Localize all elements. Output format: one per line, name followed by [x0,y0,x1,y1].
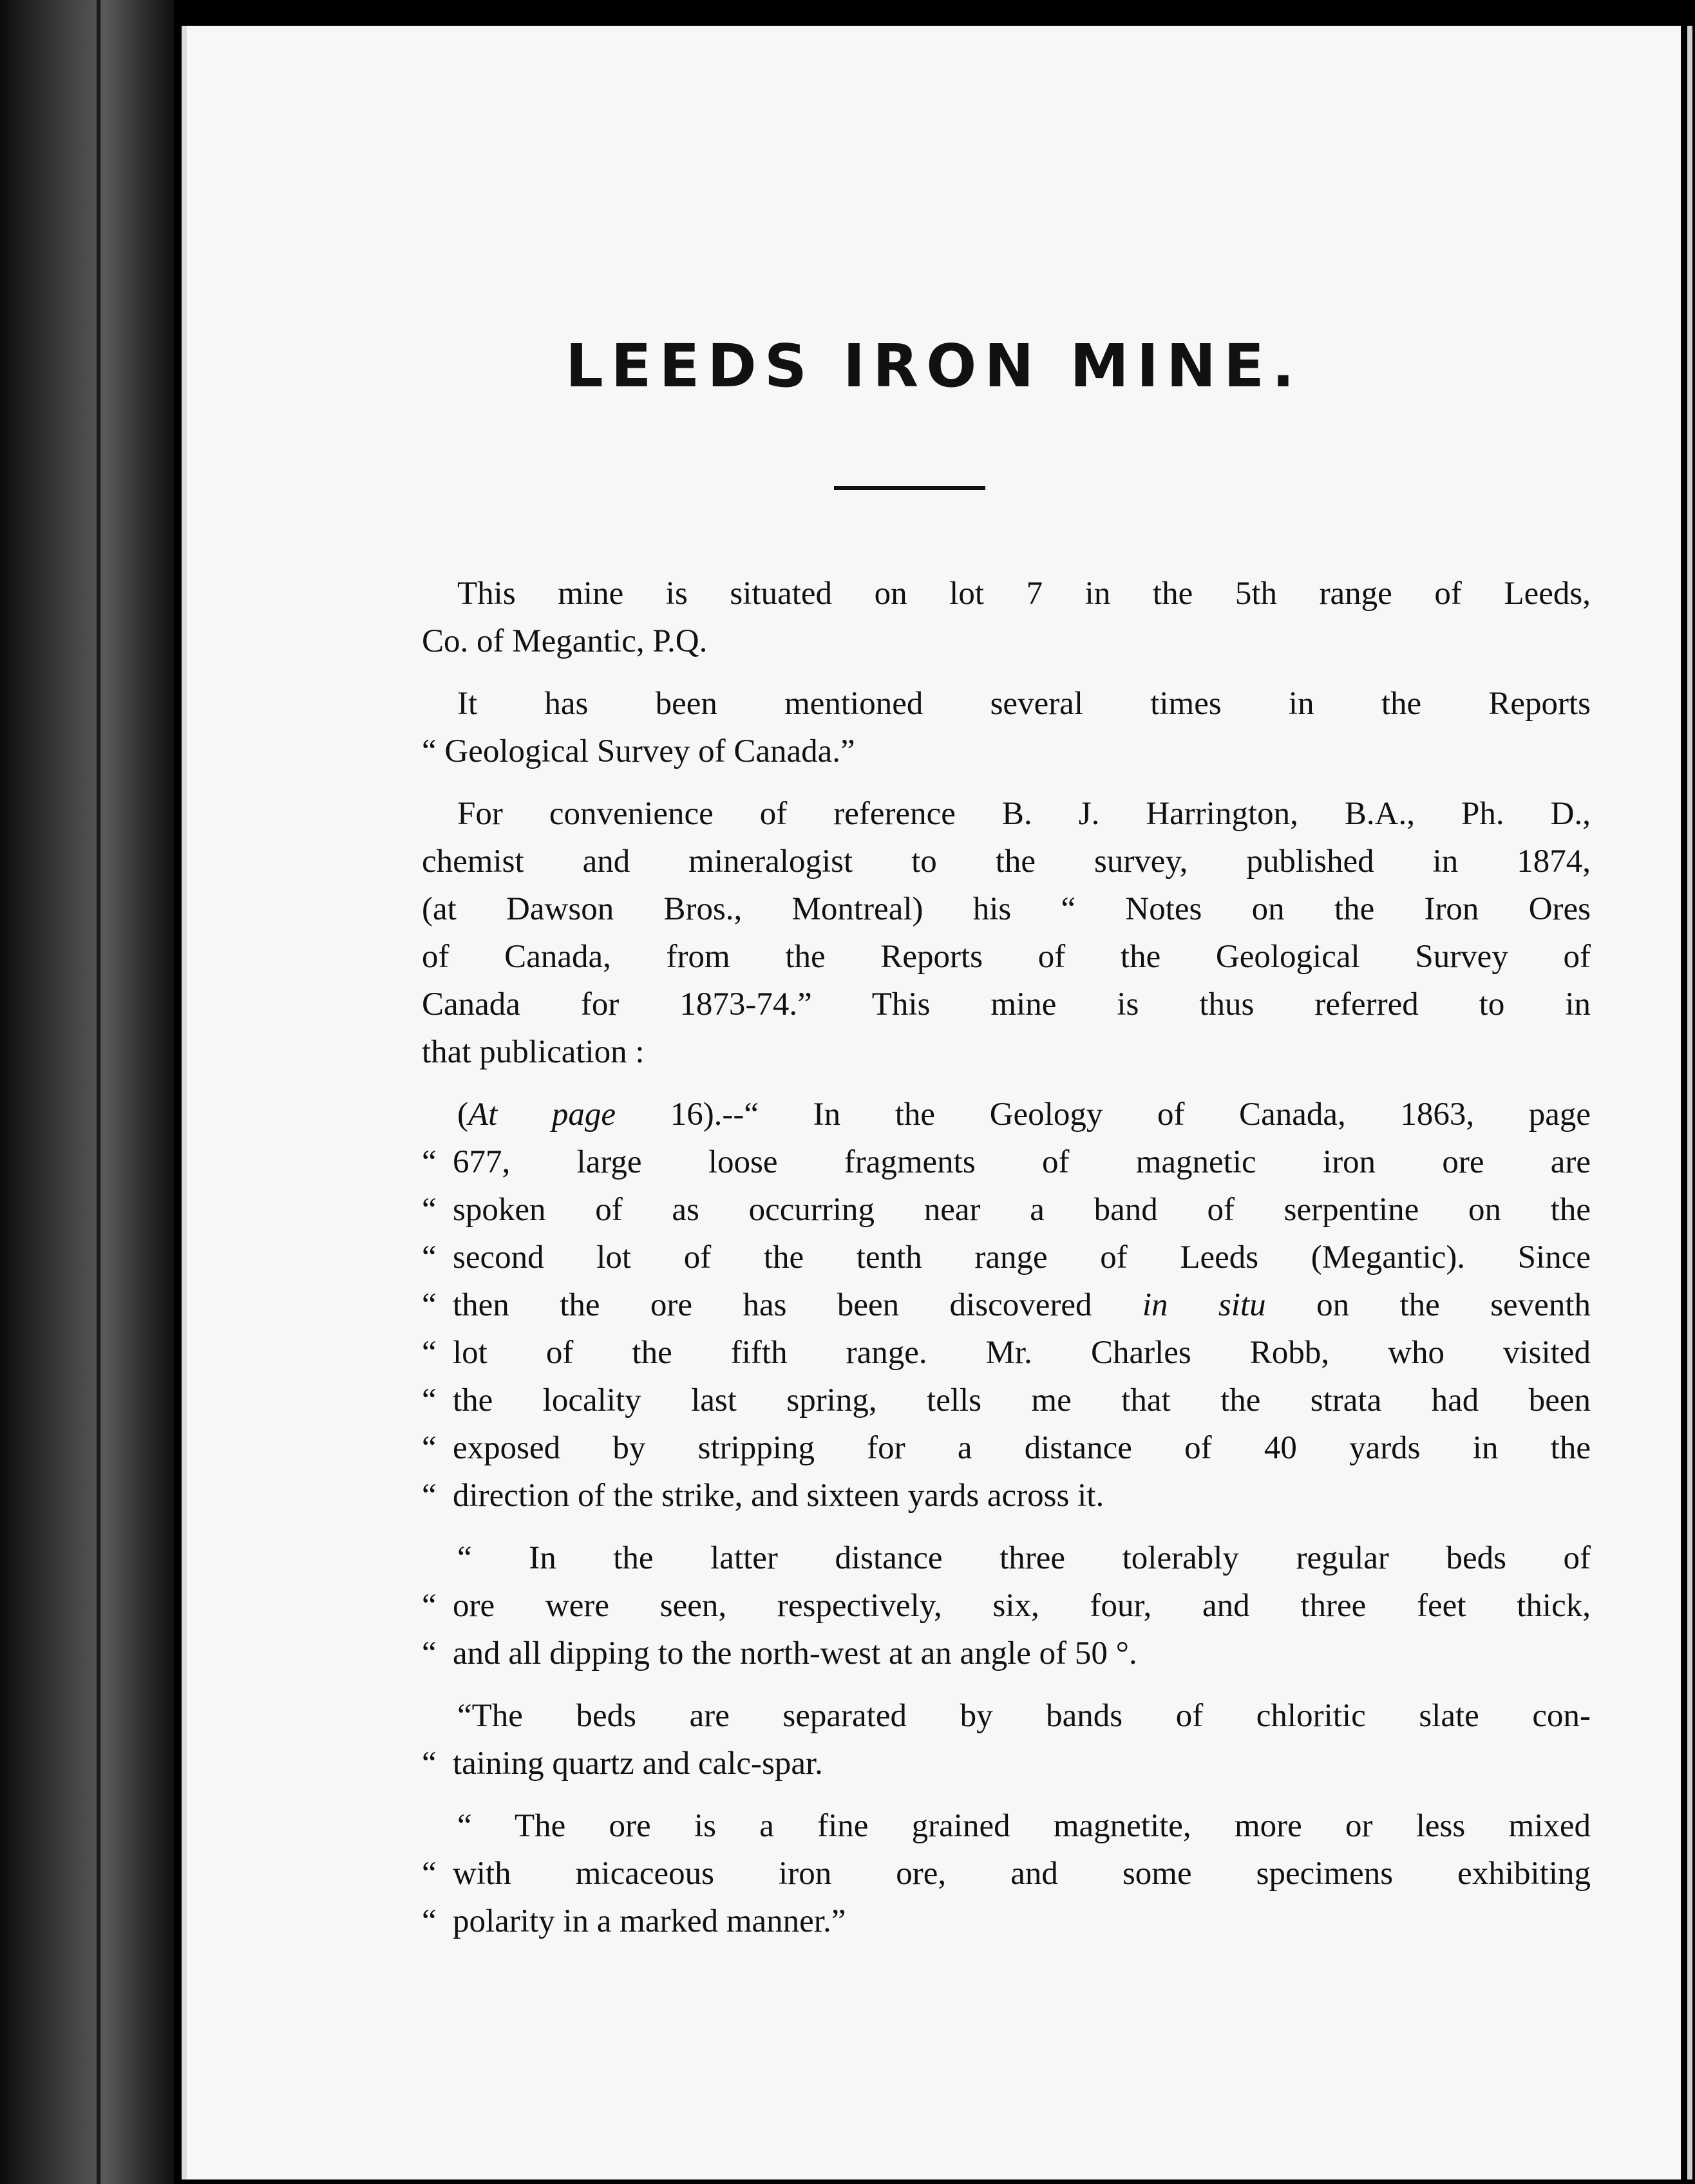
text-line: “ Geological Survey of Canada.” [422,733,855,769]
text-segment: polarity in a marked manner.” [453,1903,846,1939]
paragraph-reports [422,680,1591,775]
text-line: Canada for 1873-74.” This mine is thus referred to in [422,986,1591,1022]
document-body [422,570,1591,1960]
text-line [422,1234,1591,1281]
text-line [422,1740,1591,1787]
paragraph-slate [422,1692,1591,1787]
text-segment: the locality last spring, tells me that the strata had been [453,1382,1591,1418]
quote-mark: “ [422,1382,437,1418]
quote-mark: “ [422,1746,437,1782]
paragraph-beds [422,1534,1591,1677]
text-line: (at Dawson Bros., Montreal) his “ Notes on the Iron Ores [422,891,1591,927]
text-line [422,1472,1591,1520]
text-segment: on the seventh [1265,1287,1591,1323]
text-line [422,1329,1591,1377]
quote-mark: “ [422,1903,437,1939]
quote-mark: “ [422,1239,437,1276]
text-line [422,1138,1591,1186]
text-line [422,1186,1591,1234]
page [182,26,1681,2179]
text-line [422,1377,1591,1424]
page-title: LEEDS IRON MINE. [565,332,1302,400]
text-line [422,1424,1591,1472]
text-segment: exposed by stripping for a distance of 40 yards in the [453,1430,1591,1466]
text-segment: 16).--“ In the Geology of Canada, 1863, page [616,1097,1591,1133]
paragraph-location [422,570,1591,665]
text-line: This mine is situated on lot 7 in the 5th range of Leeds, [457,576,1591,612]
open-paren: ( [457,1097,468,1133]
text-segment: second lot of the tenth range of Leeds (Megantic). Since [453,1239,1591,1276]
text-segment: ore were seen, respectively, six, four, and three feet thick, [453,1588,1591,1624]
text-line [422,1281,1591,1329]
text-line: of Canada, from the Reports of the Geological Survey of [422,939,1591,975]
paragraph-magnetite [422,1802,1591,1945]
text-segment: then the ore has been discovered [453,1287,1142,1323]
text-line: For convenience of reference B. J. Harrington, B.A., Ph. D., [457,796,1591,832]
latin-phrase-italic: in situ [1142,1287,1266,1323]
text-segment: taining quartz and calc-spar. [453,1746,823,1782]
quote-mark: “ [422,1335,437,1371]
text-line [422,1897,1591,1945]
quote-mark: “ [422,1635,437,1671]
text-segment: direction of the strike, and sixteen yards across it. [453,1478,1104,1514]
text-line [422,1630,1591,1677]
text-line: It has been mentioned several times in the Reports [457,686,1591,722]
page-right-edge [1687,26,1692,2179]
paragraph-harrington [422,790,1591,1076]
quote-mark: “ [422,1430,437,1466]
text-segment: with micaceous iron ore, and some specimens exhibiting [453,1856,1591,1892]
quote-mark: “ [422,1287,437,1323]
text-line: chemist and mineralogist to the survey, published in 1874, [422,843,1591,880]
text-segment: and all dipping to the north-west at an angle of 50 °. [453,1635,1137,1671]
text-line: Co. of Megantic, P.Q. [422,623,708,659]
text-line: “ The ore is a fine grained magnetite, more or less mixed [457,1808,1591,1844]
quote-mark: “ [422,1144,437,1180]
book-binding-edge [0,0,174,2184]
text-segment: spoken of as occurring near a band of serpentine on the [453,1192,1591,1228]
text-segment: 677, large loose fragments of magnetic iron ore are [453,1144,1591,1180]
text-line: “The beds are separated by bands of chloritic slate con- [457,1698,1591,1734]
paragraph-quotation-page16 [422,1091,1591,1520]
quote-mark: “ [422,1856,437,1892]
text-line: that publication : [422,1034,645,1070]
title-rule-divider [834,486,985,490]
text-segment: lot of the fifth range. Mr. Charles Robb, who visited [453,1335,1591,1371]
quote-mark: “ [422,1588,437,1624]
text-line [422,1091,1591,1138]
quote-mark: “ [422,1478,437,1514]
text-line [422,1582,1591,1630]
quote-mark: “ [422,1192,437,1228]
text-line: “ In the latter distance three tolerably regular beds of [457,1540,1591,1576]
text-line [422,1850,1591,1897]
citation-italic: At page [468,1097,616,1133]
